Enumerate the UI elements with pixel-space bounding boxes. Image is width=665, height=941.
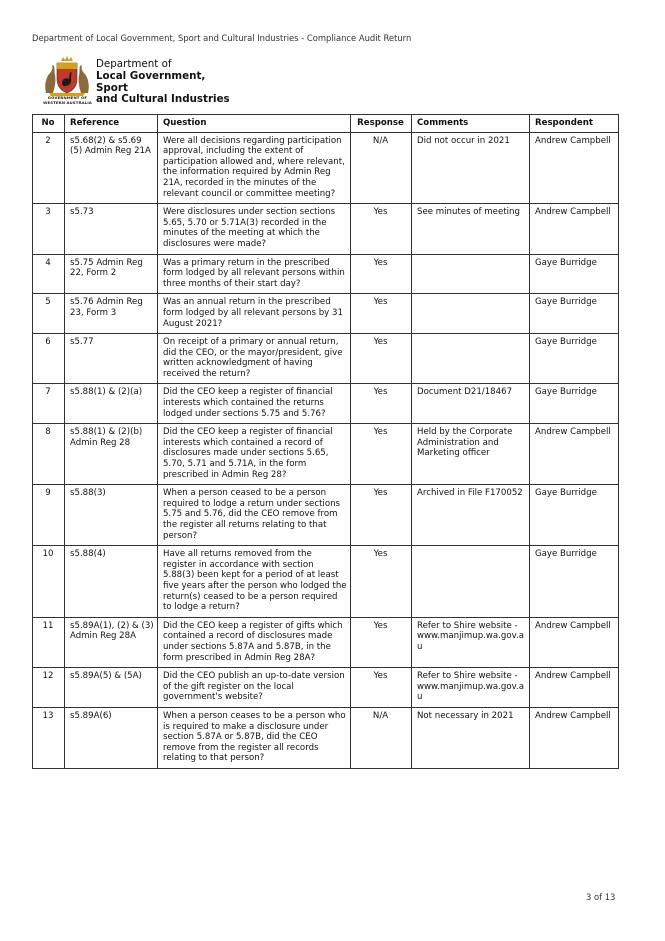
table-row <box>33 707 619 768</box>
cell-reference: s5.88(4) <box>65 546 158 618</box>
cell-no: 6 <box>33 334 65 384</box>
cell-question: Were all decisions regarding participation approval, including the extent of participation allowed and, where relevant, the information required by Admin Reg 21A, recorded in the minutes of the relevant council or committee meeting? <box>158 132 351 204</box>
cell-comments: See minutes of meeting <box>412 204 530 254</box>
table-row <box>33 546 619 618</box>
header-no: No <box>33 115 65 133</box>
cell-no: 7 <box>33 384 65 424</box>
cell-question: Did the CEO keep a register of financial interests which contained a record of disclosures made under sections 5.65, 5.70, 5.71 and 5.71A, in the form prescribed in Admin Reg 28? <box>158 424 351 485</box>
cell-respondent: Andrew Campbell <box>530 424 619 485</box>
department-name-line1: Department of <box>96 58 172 70</box>
table-row <box>33 668 619 708</box>
cell-comments: Not necessary in 2021 <box>412 707 530 768</box>
cell-no: 3 <box>33 204 65 254</box>
table-row <box>33 424 619 485</box>
table-row <box>33 294 619 334</box>
cell-question: Were disclosures under section sections 5.65, 5.70 or 5.71A(3) recorded in the minutes of the meeting at which the disclosures were made? <box>158 204 351 254</box>
cell-respondent: Gaye Burridge <box>530 254 619 294</box>
cell-reference: s5.89A(6) <box>65 707 158 768</box>
department-name-line3: and Cultural Industries <box>96 93 230 106</box>
cell-comments: Archived in File F170052 <box>412 485 530 546</box>
cell-respondent: Gaye Burridge <box>530 384 619 424</box>
compliance-audit-table <box>32 114 619 769</box>
cell-no: 2 <box>33 132 65 204</box>
cell-respondent: Gaye Burridge <box>530 485 619 546</box>
cell-response: Yes <box>351 668 412 708</box>
cell-respondent: Gaye Burridge <box>530 294 619 334</box>
cell-comments: Refer to Shire website - www.manjimup.wa.gov.au <box>412 668 530 708</box>
cell-comments: Did not occur in 2021 <box>412 132 530 204</box>
cell-reference: s5.88(1) & (2)(b) Admin Reg 28 <box>65 424 158 485</box>
table-row <box>33 132 619 204</box>
table-row <box>33 334 619 384</box>
cell-reference: s5.89A(5) & (5A) <box>65 668 158 708</box>
table-row <box>33 617 619 667</box>
cell-comments: Refer to Shire website - www.manjimup.wa.gov.au <box>412 617 530 667</box>
cell-respondent: Andrew Campbell <box>530 617 619 667</box>
cell-question: Did the CEO keep a register of financial interests which contained the returns lodged under sections 5.75 and 5.76? <box>158 384 351 424</box>
cell-no: 13 <box>33 707 65 768</box>
page-number: 3 of 13 <box>586 892 616 902</box>
cell-comments <box>412 254 530 294</box>
table-row <box>33 254 619 294</box>
cell-response: N/A <box>351 707 412 768</box>
table-row <box>33 384 619 424</box>
cell-question: When a person ceased to be a person required to lodge a return under sections 5.75 and 5.76, did the CEO remove from the register all returns relating to that person? <box>158 485 351 546</box>
cell-question: On receipt of a primary or annual return, did the CEO, or the mayor/president, give written acknowledgment of having received the return? <box>158 334 351 384</box>
cell-no: 4 <box>33 254 65 294</box>
table-header-row <box>33 115 619 133</box>
cell-reference: s5.75 Admin Reg 22, Form 2 <box>65 254 158 294</box>
cell-comments <box>412 546 530 618</box>
cell-reference: s5.88(1) & (2)(a) <box>65 384 158 424</box>
cell-question: Was an annual return in the prescribed form lodged by all relevant persons by 31 August 2021? <box>158 294 351 334</box>
header-reference: Reference <box>65 115 158 133</box>
cell-response: Yes <box>351 204 412 254</box>
cell-question: Have all returns removed from the register in accordance with section 5.88(3) been kept for a period of at least five years after the person who lodged the return(s) ceased to be a person required to lodge a return? <box>158 546 351 618</box>
cell-comments <box>412 294 530 334</box>
cell-no: 12 <box>33 668 65 708</box>
header-question: Question <box>158 115 351 133</box>
table-row <box>33 204 619 254</box>
header-response: Response <box>351 115 412 133</box>
department-logo <box>40 55 240 110</box>
cell-no: 11 <box>33 617 65 667</box>
cell-no: 5 <box>33 294 65 334</box>
cell-response: Yes <box>351 546 412 618</box>
cell-response: Yes <box>351 485 412 546</box>
cell-respondent: Andrew Campbell <box>530 132 619 204</box>
cell-comments <box>412 334 530 384</box>
running-header: Department of Local Government, Sport and Cultural Industries - Compliance Audit Return <box>32 33 412 43</box>
cell-comments: Held by the Corporate Administration and Marketing officer <box>412 424 530 485</box>
cell-respondent: Gaye Burridge <box>530 546 619 618</box>
cell-response: Yes <box>351 254 412 294</box>
cell-response: N/A <box>351 132 412 204</box>
header-comments: Comments <box>412 115 530 133</box>
cell-reference: s5.77 <box>65 334 158 384</box>
cell-response: Yes <box>351 294 412 334</box>
cell-no: 9 <box>33 485 65 546</box>
cell-reference: s5.76 Admin Reg 23, Form 3 <box>65 294 158 334</box>
cell-response: Yes <box>351 617 412 667</box>
cell-reference: s5.88(3) <box>65 485 158 546</box>
cell-question: Did the CEO keep a register of gifts which contained a record of disclosures made under sections 5.87A and 5.87B, in the form prescribed in Admin Reg 28A? <box>158 617 351 667</box>
cell-respondent: Gaye Burridge <box>530 334 619 384</box>
cell-question: Did the CEO publish an up-to-date version of the gift register on the local government's website? <box>158 668 351 708</box>
cell-response: Yes <box>351 334 412 384</box>
cell-response: Yes <box>351 384 412 424</box>
crest-caption: GOVERNMENT OF WESTERN AUSTRALIA <box>43 95 92 105</box>
cell-reference: s5.73 <box>65 204 158 254</box>
department-name-line2: Local Government, Sport <box>96 69 206 94</box>
table-row <box>33 485 619 546</box>
cell-respondent: Andrew Campbell <box>530 668 619 708</box>
header-respondent: Respondent <box>530 115 619 133</box>
cell-reference: s5.89A(1), (2) & (3) Admin Reg 28A <box>65 617 158 667</box>
cell-respondent: Andrew Campbell <box>530 707 619 768</box>
cell-no: 8 <box>33 424 65 485</box>
cell-reference: s5.68(2) & s5.69 (5) Admin Reg 21A <box>65 132 158 204</box>
cell-question: When a person ceases to be a person who is required to make a disclosure under section 5.87A or 5.87B, did the CEO remove from the register all records relating to that person? <box>158 707 351 768</box>
cell-no: 10 <box>33 546 65 618</box>
department-name <box>96 59 240 106</box>
cell-respondent: Andrew Campbell <box>530 204 619 254</box>
cell-comments: Document D21/18467 <box>412 384 530 424</box>
cell-response: Yes <box>351 424 412 485</box>
cell-question: Was a primary return in the prescribed form lodged by all relevant persons within three months of their start day? <box>158 254 351 294</box>
